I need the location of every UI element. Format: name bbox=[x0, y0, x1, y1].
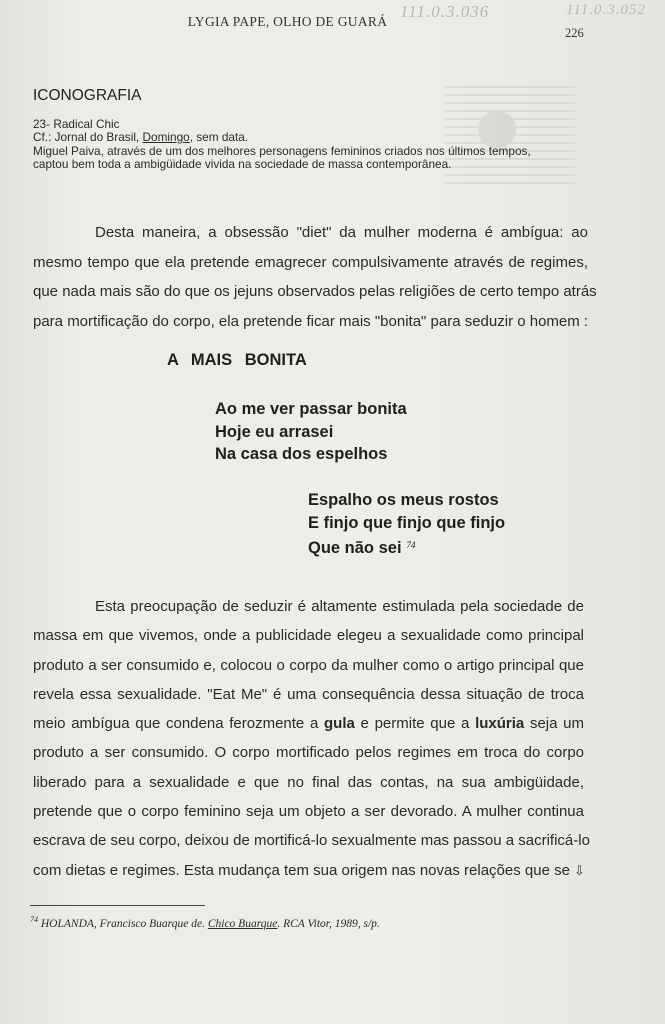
poem-line: Hoje eu arrasei bbox=[215, 422, 334, 441]
poem-title: A MAIS BONITA bbox=[167, 351, 307, 369]
poem-stanza bbox=[215, 398, 407, 466]
caption-underlined-text: Domingo bbox=[142, 130, 190, 145]
poem-line: Espalho os meus rostos bbox=[308, 491, 499, 509]
paragraph-line: que nada mais são do que os jejuns observados pelas religiões de certo tempo atrás bbox=[33, 283, 597, 300]
paragraph-line: Desta maneira, a obsessão "diet" da mulher moderna é ambígua: ao bbox=[95, 224, 588, 241]
paragraph-line: revela essa sexualidade. "Eat Me" é uma consequência dessa situação de troca bbox=[33, 685, 584, 703]
footnote-divider bbox=[30, 905, 205, 906]
paragraph-line: massa em que vivemos, onde a publicidade elegeu a sexualidade como principal bbox=[33, 627, 584, 645]
body-paragraph bbox=[33, 218, 597, 336]
footnote-reference: 74 bbox=[406, 540, 416, 550]
poem-stanza bbox=[308, 489, 505, 560]
paragraph-line: escrava de seu corpo, deixou de mortificá-lo sexualmente mas passou a sacrificá-lo bbox=[33, 832, 590, 850]
caption-line: 23- Radical Chic bbox=[33, 117, 120, 131]
paragraph-line: Esta preocupação de seduzir é altamente estimulada pela sociedade de bbox=[95, 598, 584, 615]
paragraph-line: produto a ser consumido e, colocou o corpo da mulher como o artigo principal que bbox=[33, 656, 584, 674]
paragraph-line: produto a ser consumido. O corpo mortificado pelos regimes em troca do corpo bbox=[33, 744, 584, 762]
poem-line: E finjo que finjo que finjo bbox=[308, 513, 506, 532]
paragraph-text: meio ambígua que condena ferozmente a bbox=[33, 715, 325, 733]
paragraph-text: com dietas e regimes. Esta mudança tem sua origem nas novas relações que se bbox=[33, 861, 570, 879]
caption-line: Miguel Paiva, através de um dos melhores personagens femininos criados nos últimos tempos, bbox=[33, 143, 531, 158]
section-title: ICONOGRAFIA bbox=[33, 87, 142, 104]
page-number: 226 bbox=[565, 26, 584, 40]
poem-line: Na casa dos espelhos bbox=[215, 445, 388, 463]
paragraph-line: para mortificação do corpo, ela pretende ficar mais "bonita" para seduzir o homem : bbox=[33, 312, 589, 330]
poem-line bbox=[308, 534, 505, 560]
paragraph-line: liberado para a sexualidade e que no final das contas, na sua ambigüidade, bbox=[33, 773, 584, 791]
footnote-text: HOLANDA, Francisco Buarque de. bbox=[38, 917, 208, 930]
footnote bbox=[30, 915, 380, 930]
figure-caption bbox=[33, 118, 593, 171]
poem-line-text: Que não sei bbox=[308, 539, 402, 557]
bold-term: luxúria bbox=[475, 715, 525, 733]
continue-arrow-icon: ⇩ bbox=[573, 862, 585, 878]
footnote-number: 74 bbox=[30, 915, 38, 924]
paragraph-text: seja um bbox=[524, 715, 584, 733]
caption-line bbox=[33, 131, 593, 144]
footnote-underlined-title: Chico Buarque bbox=[207, 917, 278, 930]
body-paragraph bbox=[33, 592, 590, 885]
running-header: LYGIA PAPE, OLHO DE GUARÁ bbox=[187, 14, 388, 29]
pencil-annotation: 111.0.3.052 bbox=[566, 2, 647, 18]
caption-text: Cf.: Jornal do Brasil, bbox=[33, 130, 143, 145]
paragraph-line bbox=[33, 709, 584, 738]
paragraph-line: pretende que o corpo feminino seja um objeto a ser devorado. A mulher continua bbox=[33, 803, 584, 821]
paragraph-line: mesmo tempo que ela pretende emagrecer compulsivamente através de regimes, bbox=[33, 253, 588, 271]
poem-line: Ao me ver passar bonita bbox=[215, 400, 407, 418]
caption-line: captou bem toda a ambigüidade vivida na sociedade de massa contemporânea. bbox=[33, 156, 452, 171]
paragraph-text: e permite que a bbox=[354, 715, 476, 733]
paragraph-line bbox=[33, 856, 584, 885]
caption-text: , sem data. bbox=[189, 130, 249, 145]
footnote-text: . RCA Vitor, 1989, s/p. bbox=[277, 917, 380, 930]
bold-term: gula bbox=[324, 715, 355, 733]
pencil-annotation: 111.0.3.036 bbox=[400, 2, 490, 21]
